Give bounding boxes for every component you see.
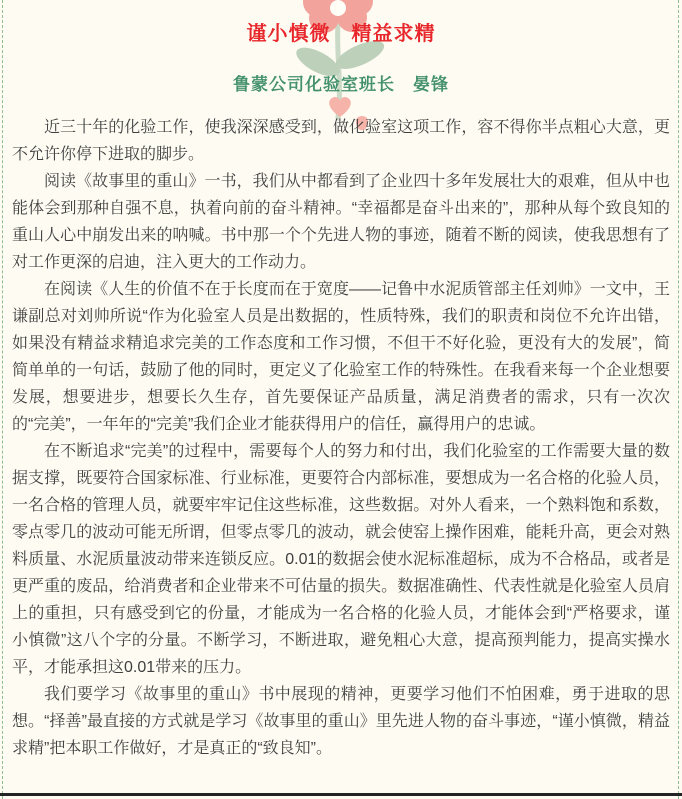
body-paragraph: 在不断追求“完美”的过程中，需要每个人的努力和付出，我们化验室的工作需要大量的数据支撑，既要符合国家标准、行业标准，更要符合内部标准，要想成为一名合格的化验人员，一名合格的管理人员，就要牢牢记住这些标准，这些数据。对外人看来，一个熟料饱和系数，零点零几的波动可能无所谓，但零点零几的波动，就会使窑上操作困难，能耗升高，更会对熟料质量、水泥质量波动带来连锁反应。0.01的数据会使水泥标准超标，成为不合格品，或者是更严重的废品，给消费者和企业带来不可估量的损失。数据准确性、代表性就是化验室人员肩上的重担，只有感受到它的份量，才能成为一名合格的化验人员，才能体会到“严格要求，谨小慎微”这八个字的分量。不断学习，不断进取，避免粗心大意，提高预判能力，提高实操水平，才能承担这0.01带来的压力。 <box>12 443 670 676</box>
bottom-rule <box>0 793 682 796</box>
page-border-right <box>678 0 679 799</box>
body-paragraph: 我们要学习《故事里的重山》书中展现的精神，更要学习他们不怕困难，勇于进取的思想。“择善”最直接的方式就是学习《故事里的重山》里先进人物的奋斗事迹，“谨小慎微，精益求精”把本职工作做好，才是真正的“致良知”。 <box>12 686 670 757</box>
document-content <box>0 22 682 762</box>
page-border-left <box>2 0 3 799</box>
body-paragraph: 阅读《故事里的重山》一书，我们从中都看到了企业四十多年发展壮大的艰难，但从中也能体会到那种自强不息，执着向前的奋斗精神。“幸福都是奋斗出来的”，那种从每个致良知的重山人心中崩发出来的呐喊。书中那一个个先进人物的事迹，随着不断的阅读，使我思想有了对工作更深的启迪，注入更大的工作动力。 <box>12 173 670 271</box>
document-title: 谨小慎微 精益求精 <box>246 23 436 45</box>
body-paragraph: 近三十年的化验工作，使我深深感受到，做化验室这项工作，容不得你半点粗心大意，更不允许你停下进取的脚步。 <box>12 119 670 163</box>
body-paragraph: 在阅读《人生的价值不在于长度而在于宽度——记鲁中水泥质管部主任刘帅》一文中，王谦副总对刘帅所说“作为化验室人员是出数据的，性质特殊，我们的职责和岗位不允许出错，如果没有精益求精追求完美的工作态度和工作习惯，不但干不好化验，更没有大的发展”，简简单单的一句话，鼓励了他的同时，更定义了化验室工作的特殊性。在我看来每一个企业想要发展，想要进步，想要长久生存，首先要保证产品质量，满足消费者的需求，只有一次次的“完美”，一年年的“完美”我们企业才能获得用户的信任，赢得用户的忠诚。 <box>12 281 670 433</box>
document-byline: 鲁蒙公司化验室班长 晏锋 <box>233 75 449 94</box>
document-body <box>12 114 670 762</box>
